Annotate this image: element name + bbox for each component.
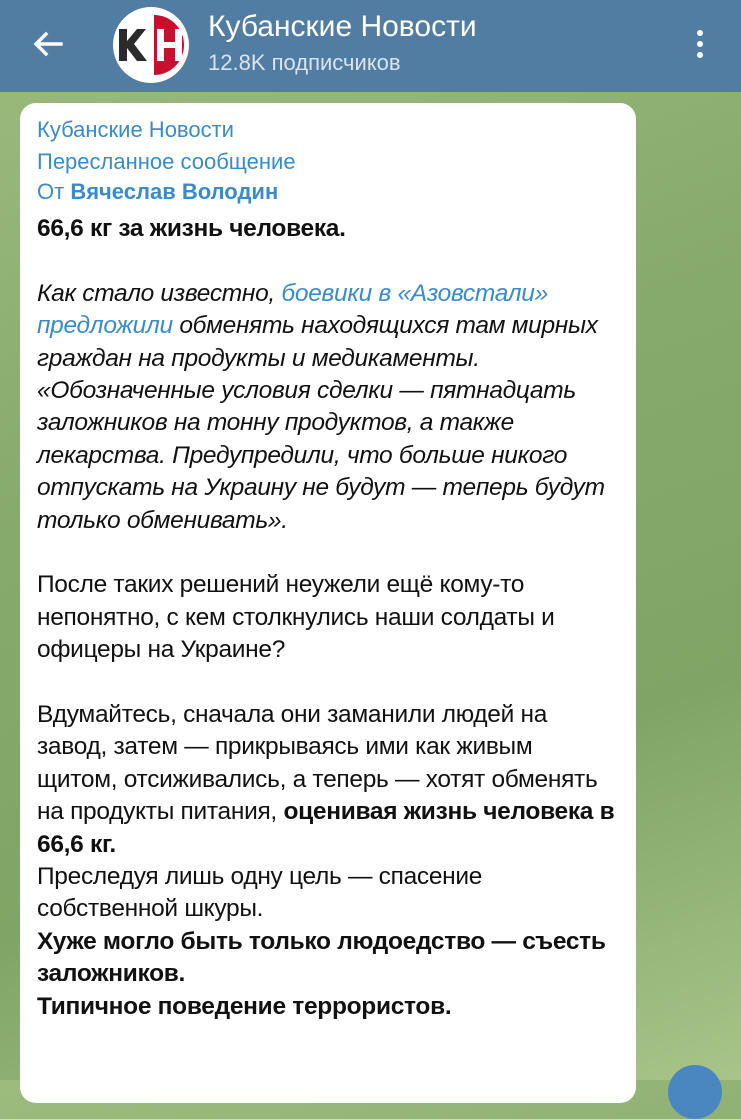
channel-avatar[interactable] <box>113 7 189 83</box>
paragraph-gap <box>37 667 618 699</box>
p1-pre: Как стало известно, <box>37 279 282 307</box>
channel-title[interactable]: Кубанские Новости <box>208 10 477 43</box>
p4-bold: оценивая жизнь человека в 66,6 кг. <box>37 798 615 858</box>
paragraph-gap <box>37 537 618 569</box>
forwarded-from[interactable] <box>37 177 618 207</box>
message-channel-name[interactable]: Кубанские Новости <box>37 117 234 142</box>
vertical-dots-icon <box>697 30 703 36</box>
dot <box>697 41 703 47</box>
scroll-down-button[interactable] <box>668 1065 722 1119</box>
back-button[interactable] <box>22 22 74 66</box>
message-quote: «Обозначенные условия сделки — пятнадцать заложников на тонну продуктов, а также лекарства. Предупредили, что больше никого отпускать на Украину не будут — теперь будут только обменивать». <box>37 377 605 534</box>
message-text <box>37 213 618 1023</box>
chat-header <box>0 0 741 92</box>
paragraph-gap <box>37 245 618 277</box>
message-headline: 66,6 кг за жизнь человека. <box>37 215 346 242</box>
p1-post: обменять находящихся там мирных граждан на продукты и медикаменты. <box>37 312 598 372</box>
kn-logo <box>113 7 189 83</box>
dot <box>697 52 703 58</box>
message-paragraph-3: После таких решений неужели ещё кому-то непонятно, с кем столкнулись наши солдаты и офицеры на Украине? <box>37 571 555 664</box>
source-link[interactable]: боевики в «Азовстали» предложили <box>37 279 548 340</box>
forwarded-from-prefix: От <box>37 179 71 204</box>
message-paragraph-5: Преследуя лишь одну цель — спасение собственной шкуры. <box>37 863 483 923</box>
forwarded-from-name[interactable]: Вячеслав Володин <box>70 179 279 204</box>
p4-text: Вдумайтесь, сначала они заманили людей на завод, затем — прикрываясь ими как живым щитом, отсиживались, а теперь — хотят обменять на продукты питания, <box>37 701 598 826</box>
message-paragraph-7: Типичное поведение террористов. <box>37 992 452 1020</box>
subscriber-count: 12.8K подписчиков <box>208 50 401 75</box>
forwarded-label: Пересланное сообщение <box>37 149 296 174</box>
message-paragraph-6: Хуже могло быть только людоедство — съесть заложников. <box>37 927 606 988</box>
message-paragraph-4 <box>37 699 618 861</box>
message-bubble[interactable] <box>20 103 636 1103</box>
arrow-left-icon <box>33 31 63 57</box>
message-paragraph-1 <box>37 278 618 375</box>
more-options-button[interactable] <box>680 20 720 68</box>
